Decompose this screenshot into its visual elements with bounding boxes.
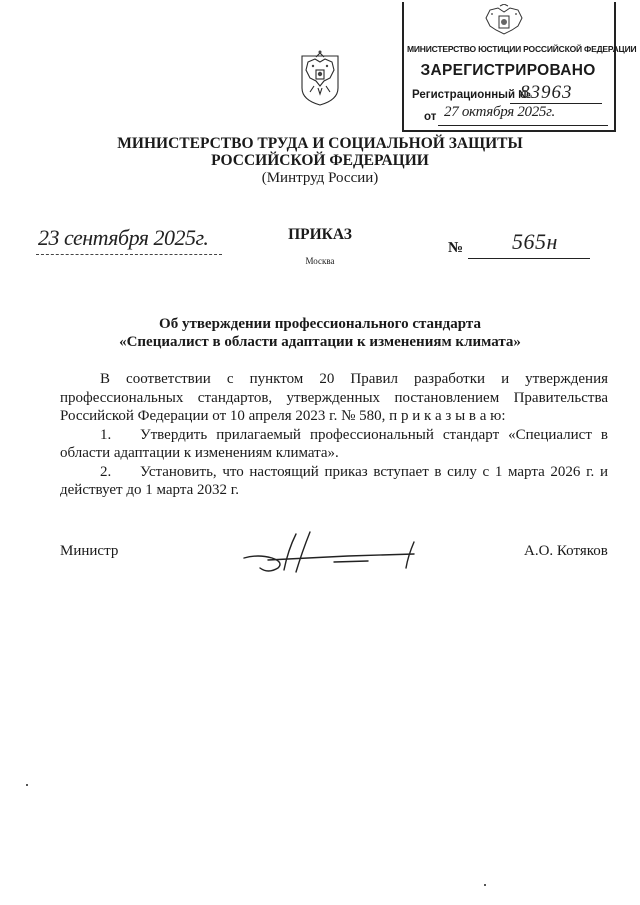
coat-of-arms-icon [296,48,344,106]
order-title: ПРИКАЗ [288,226,352,243]
org-name-line1: МИНИСТЕРСТВО ТРУДА И СОЦИАЛЬНОЙ ЗАЩИТЫ [117,135,523,152]
stamp-from-label: от [424,111,437,123]
subject-line2: «Специалист в области адаптации к изменениям климата» [119,334,521,350]
org-short-name: (Минтруд России) [261,170,379,186]
handwritten-signature [238,528,428,580]
order-date-underline [36,254,222,255]
body-item-number: 1. [100,426,112,443]
body-item-text: Установить, что настоящий приказ вступает в силу с 1 марта 2026 г. и действует до 1 марта 2032 г. [60,463,608,498]
signer-name: А.О. Котяков [524,543,608,559]
body-item-number: 2. [100,463,112,480]
stamp-reg-label: Регистрационный № [412,89,532,101]
body-intro: В соответствии с пунктом 20 Правил разработки и утверждения профессиональных стандартов, утвержденных постановлением Правительства Российской Федерации от 10 апреля 2023 г. № 580, п р и к а з ы в а ю: [60,371,608,424]
stamp-status: ЗАРЕГИСТРИРОВАНО [420,62,596,79]
scan-speck [484,884,486,886]
order-date: 23 сентября 2025г. [38,225,209,250]
org-name-line2: РОССИЙСКОЙ ФЕДЕРАЦИИ [211,152,429,169]
body-item [60,426,608,463]
scan-speck [26,784,28,786]
stamp-reg-number: 83963 [520,82,573,103]
body-item-text: Утвердить прилагаемый профессиональный стандарт «Специалист в области адаптации к изменениям климата». [60,426,608,461]
stamp-from-date: 27 октября 2025г. [444,104,555,120]
order-number-sign: № [448,240,464,256]
stamp-emblem-icon [482,4,526,42]
order-city: Москва [305,256,335,266]
subject-line1: Об утверждении профессионального стандарта [159,316,481,332]
order-number: 565н [512,229,558,254]
body-item [60,463,608,500]
order-body [60,370,608,500]
order-number-underline [468,258,590,259]
signer-position: Министр [60,543,119,559]
stamp-ministry-text: МИНИСТЕРСТВО ЮСТИЦИИ РОССИЙСКОЙ ФЕДЕРАЦИИ [407,44,637,54]
stamp-from-underline [438,125,608,126]
